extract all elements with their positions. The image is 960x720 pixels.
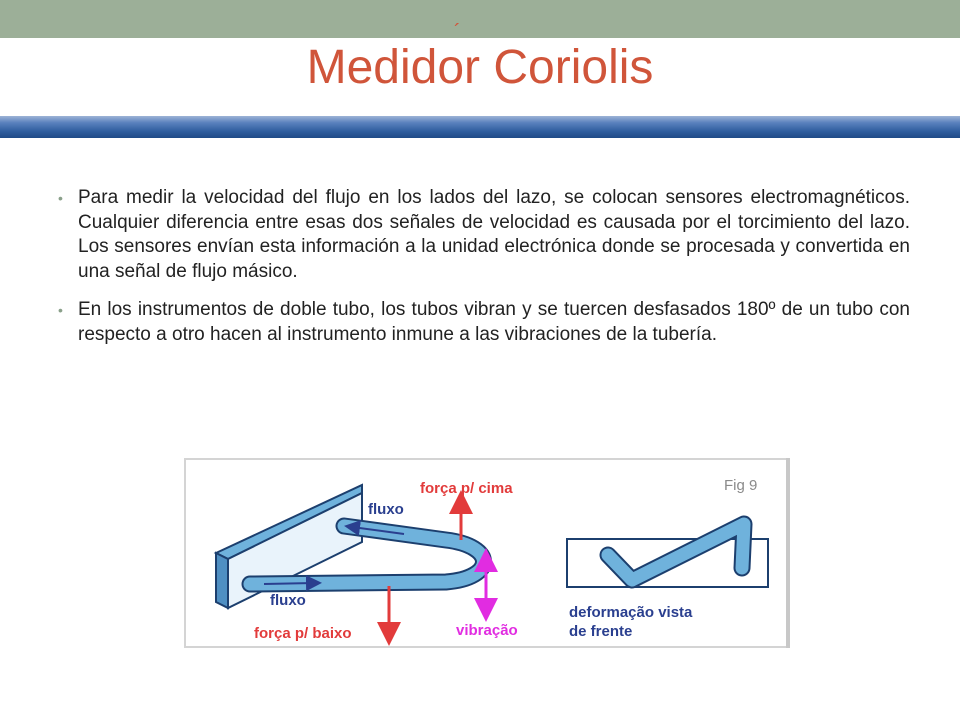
slide-title: Medidor Coriolis <box>306 41 654 94</box>
title-accent-mark: ´ <box>454 21 461 43</box>
force-up-label: força p/ cima <box>420 480 513 497</box>
bullet-icon: • <box>58 302 63 318</box>
flow-arrow-bottom <box>264 583 314 584</box>
bullet-list <box>58 186 910 361</box>
bullet-item <box>58 186 910 284</box>
flow-label-top: fluxo <box>368 501 404 518</box>
coriolis-figure <box>184 458 791 648</box>
header-band <box>0 0 960 38</box>
vibration-label: vibração <box>456 622 518 639</box>
bullet-icon: • <box>58 190 63 206</box>
title-underline-bar <box>0 116 960 138</box>
deformation-label-line1: deformação vista <box>569 604 693 621</box>
bullet-text: En los instrumentos de doble tubo, los tubos vibran y se tuercen desfasados 180º de un tubo con respecto a otro hacen al instrumento inmune a las vibraciones de la tubería. <box>78 299 910 345</box>
flow-label-bottom: fluxo <box>270 592 306 609</box>
bullet-text: Para medir la velocidad del flujo en los lados del lazo, se colocan sensores electromagnéticos. Cualquier diferencia entre esas dos señales de velocidad es causada por el torcimiento del lazo. Los sensores envían esta información a la unidad electrónica donde se procesada y convertida en una señal de flujo másico. <box>78 187 910 282</box>
figure-number: Fig 9 <box>724 477 758 494</box>
force-down-label: força p/ baixo <box>254 625 352 642</box>
deformation-label-line2: de frente <box>569 623 633 640</box>
bullet-item <box>58 298 910 347</box>
